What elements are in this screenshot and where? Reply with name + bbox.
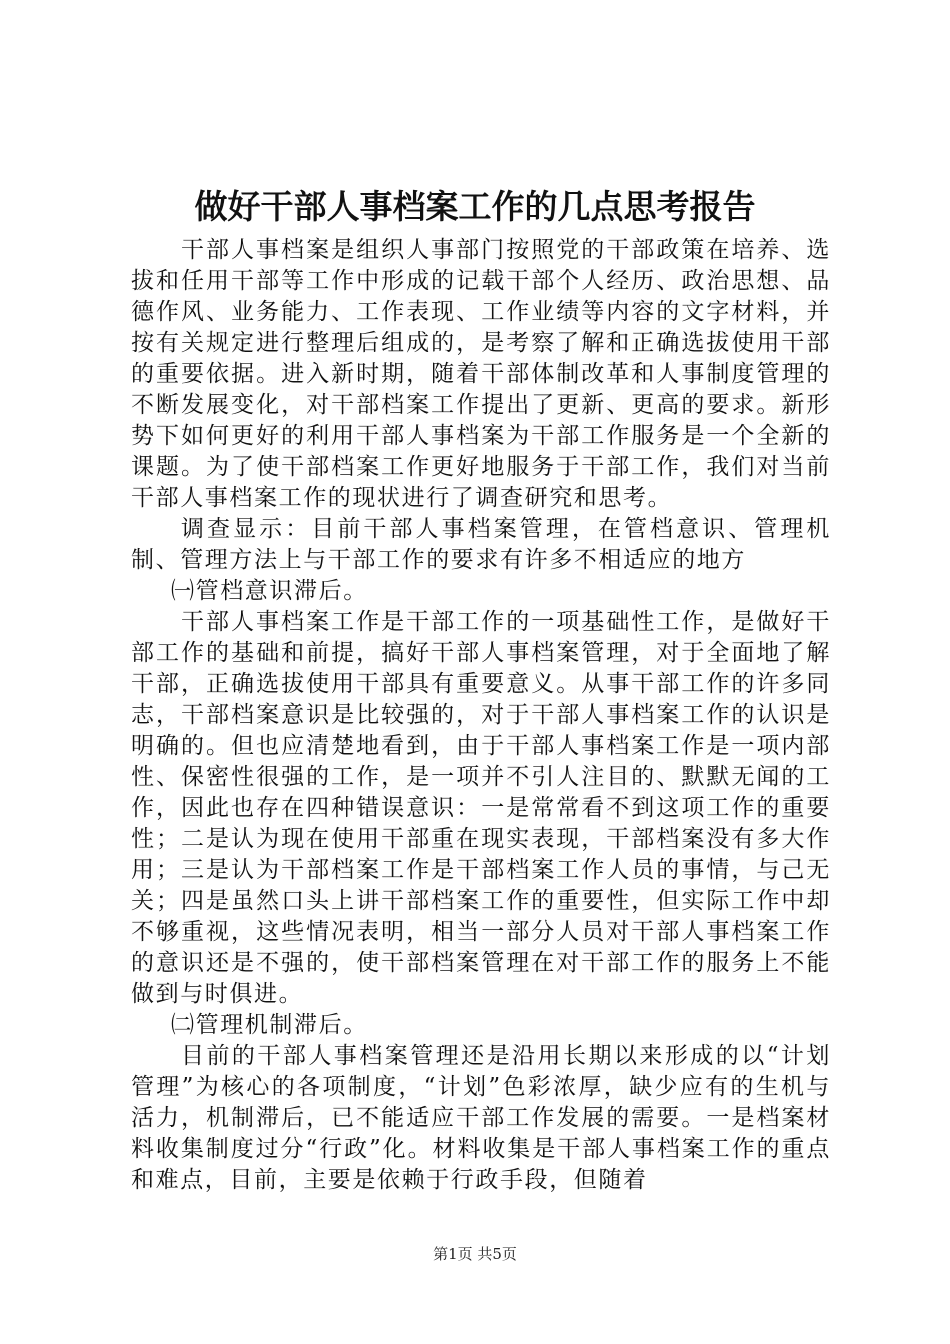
paragraph-survey: 调查显示：目前干部人事档案管理，在管档意识、管理机制、管理方法上与干部工作的要求有许多不相适应的地方 xyxy=(131,516,831,573)
section-heading-2: ㈡管理机制滞后。 xyxy=(171,1012,368,1038)
section-heading-1: ㈠管档意识滞后。 xyxy=(171,578,368,604)
document-title: 做好干部人事档案工作的几点思考报告 xyxy=(194,187,756,226)
paragraph-section-1: 干部人事档案工作是干部工作的一项基础性工作，是做好干部工作的基础和前提，搞好干部人事档案管理，对于全面地了解干部，正确选拔使用干部具有重要意义。从事干部工作的许多同志，干部档案意识是比较强的，对于干部人事档案工作的认识是明确的。但也应清楚地看到，由于干部人事档案工作是一项内部性、保密性很强的工作，是一项并不引人注目的、默默无闻的工作，因此也存在四种错误意识：一是常常看不到这项工作的重要性；二是认为现在使用干部重在现实表现，干部档案没有多大作用；三是认为干部档案工作是干部档案工作人员的事情，与己无关；四是虽然口头上讲干部档案工作的重要性，但实际工作中却不够重视，这些情况表明，相当一部分人员对干部人事档案工作的意识还是不强的，使干部档案管理在对干部工作的服务上不能做到与时俱进。 xyxy=(131,609,831,1007)
paragraph-intro: 干部人事档案是组织人事部门按照党的干部政策在培养、选拔和任用干部等工作中形成的记载干部个人经历、政治思想、品德作风、业务能力、工作表现、工作业绩等内容的文字材料，并按有关规定进行整理后组成的，是考察了解和正确选拔使用干部的重要依据。进入新时期，随着干部体制改革和人事制度管理的不断发展变化，对干部档案工作提出了更新、更高的要求。新形势下如何更好的利用干部人事档案为干部工作服务是一个全新的课题。为了使干部档案工作更好地服务于干部工作，我们对当前干部人事档案工作的现状进行了调查研究和思考。 xyxy=(131,237,831,511)
document-body xyxy=(131,235,831,1196)
paragraph-section-2: 目前的干部人事档案管理还是沿用长期以来形成的以“计划管理”为核心的各项制度，“计划”色彩浓厚，缺少应有的生机与活力，机制滞后，已不能适应干部工作发展的需要。一是档案材料收集制度过分“行政”化。材料收集是干部人事档案工作的重点和难点，目前，主要是依赖于行政手段，但随着 xyxy=(131,1043,831,1193)
page-footer: 第1页 共5页 xyxy=(433,1245,517,1263)
